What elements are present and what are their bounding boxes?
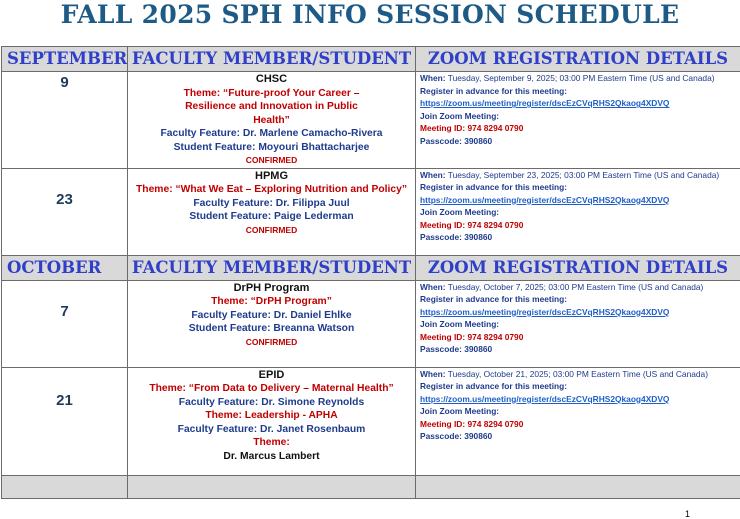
register-label: Register in advance for this meeting: xyxy=(420,85,740,98)
month-header-row xyxy=(2,255,740,280)
faculty-feature: Faculty Feature: Dr. Simone Reynolds xyxy=(128,396,415,410)
faculty-cell xyxy=(128,280,416,367)
register-label: Register in advance for this meeting: xyxy=(420,380,740,393)
registration-link[interactable]: https://zoom.us/meeting/register/dscEzCVqRHS2Qkaog4XDVQ xyxy=(420,195,669,205)
when-label: When: xyxy=(420,369,446,379)
program-name: DrPH Program xyxy=(128,282,415,296)
empty-cell xyxy=(416,475,740,498)
session-row xyxy=(2,367,740,475)
when-label: When: xyxy=(420,170,446,180)
faculty-cell xyxy=(128,168,416,255)
faculty-feature-2: Faculty Feature: Dr. Janet Rosenbaum xyxy=(128,423,415,437)
join-label: Join Zoom Meeting: xyxy=(420,206,740,219)
session-row xyxy=(2,280,740,367)
passcode: Passcode: 390860 xyxy=(420,231,740,244)
faculty-feature: Faculty Feature: Dr. Filippa Juul xyxy=(128,197,415,211)
passcode: Passcode: 390860 xyxy=(420,135,740,148)
session-theme-3: Theme: xyxy=(128,436,415,450)
session-day: 23 xyxy=(2,191,127,208)
when-text: Tuesday, September 23, 2025; 03:00 PM Eastern Time (US and Canada) xyxy=(446,170,720,180)
faculty-cell xyxy=(128,367,416,475)
session-theme: Theme: “DrPH Program” xyxy=(128,295,415,309)
student-feature: Student Feature: Moyouri Bhattacharjee xyxy=(128,141,415,155)
session-day: 21 xyxy=(2,392,127,409)
session-day: 9 xyxy=(2,74,127,91)
join-label: Join Zoom Meeting: xyxy=(420,318,740,331)
program-name: EPID xyxy=(128,369,415,383)
student-feature: Student Feature: Breanna Watson xyxy=(128,322,415,336)
session-row xyxy=(2,168,740,255)
when-text: Tuesday, October 7, 2025; 03:00 PM Eastern Time (US and Canada) xyxy=(446,282,704,292)
session-day-cell xyxy=(2,280,128,367)
meeting-id: Meeting ID: 974 8294 0790 xyxy=(420,219,740,232)
when-label: When: xyxy=(420,73,446,83)
register-label: Register in advance for this meeting: xyxy=(420,181,740,194)
zoom-cell xyxy=(416,367,740,475)
program-name: HPMG xyxy=(128,170,415,184)
registration-link[interactable]: https://zoom.us/meeting/register/dscEzCVqRHS2Qkaog4XDVQ xyxy=(420,98,669,108)
empty-cell xyxy=(128,475,416,498)
join-label: Join Zoom Meeting: xyxy=(420,110,740,123)
status-badge: CONFIRMED xyxy=(128,224,415,238)
page-title: FALL 2025 SPH INFO SESSION SCHEDULE xyxy=(0,0,740,30)
page-number: 1 xyxy=(685,509,690,519)
session-row xyxy=(2,72,740,169)
meeting-id: Meeting ID: 974 8294 0790 xyxy=(420,418,740,431)
meeting-id: Meeting ID: 974 8294 0790 xyxy=(420,331,740,344)
faculty-column-header: FACULTY MEMBER/STUDENT xyxy=(128,255,416,280)
faculty-cell xyxy=(128,72,416,169)
session-theme: Theme: “Future-proof Your Career – Resilience and Innovation in Public Health” xyxy=(128,87,415,128)
session-day-cell xyxy=(2,168,128,255)
month-name: OCTOBER xyxy=(2,255,128,280)
session-theme: Theme: “What We Eat – Exploring Nutrition and Policy” xyxy=(128,183,415,197)
register-label: Register in advance for this meeting: xyxy=(420,293,740,306)
schedule-table xyxy=(1,46,740,499)
month-name: SEPTEMBER xyxy=(2,47,128,72)
registration-link[interactable]: https://zoom.us/meeting/register/dscEzCVqRHS2Qkaog4XDVQ xyxy=(420,307,669,317)
status-badge: CONFIRMED xyxy=(128,154,415,168)
faculty-feature: Faculty Feature: Dr. Marlene Camacho-Rivera xyxy=(128,127,415,141)
session-theme-2: Theme: Leadership - APHA xyxy=(128,409,415,423)
passcode: Passcode: 390860 xyxy=(420,430,740,443)
session-day-cell xyxy=(2,367,128,475)
program-name: CHSC xyxy=(128,73,415,87)
when-text: Tuesday, September 9, 2025; 03:00 PM Eastern Time (US and Canada) xyxy=(446,73,715,83)
featured-person-3: Dr. Marcus Lambert xyxy=(128,450,415,464)
faculty-feature: Faculty Feature: Dr. Daniel Ehlke xyxy=(128,309,415,323)
status-badge: CONFIRMED xyxy=(128,336,415,350)
faculty-column-header: FACULTY MEMBER/STUDENT xyxy=(128,47,416,72)
meeting-id: Meeting ID: 974 8294 0790 xyxy=(420,122,740,135)
zoom-column-header: ZOOM REGISTRATION DETAILS xyxy=(416,47,740,72)
session-day-cell xyxy=(2,72,128,169)
passcode: Passcode: 390860 xyxy=(420,343,740,356)
session-theme: Theme: “From Data to Delivery – Maternal Health” xyxy=(128,382,415,396)
month-header-row xyxy=(2,47,740,72)
when-label: When: xyxy=(420,282,446,292)
empty-row xyxy=(2,475,740,498)
student-feature: Student Feature: Paige Lederman xyxy=(128,210,415,224)
empty-cell xyxy=(2,475,128,498)
zoom-cell xyxy=(416,280,740,367)
zoom-column-header: ZOOM REGISTRATION DETAILS xyxy=(416,255,740,280)
registration-link[interactable]: https://zoom.us/meeting/register/dscEzCVqRHS2Qkaog4XDVQ xyxy=(420,394,669,404)
join-label: Join Zoom Meeting: xyxy=(420,405,740,418)
zoom-cell xyxy=(416,168,740,255)
when-text: Tuesday, October 21, 2025; 03:00 PM Eastern Time (US and Canada) xyxy=(446,369,708,379)
zoom-cell xyxy=(416,72,740,169)
session-day: 7 xyxy=(2,303,127,320)
